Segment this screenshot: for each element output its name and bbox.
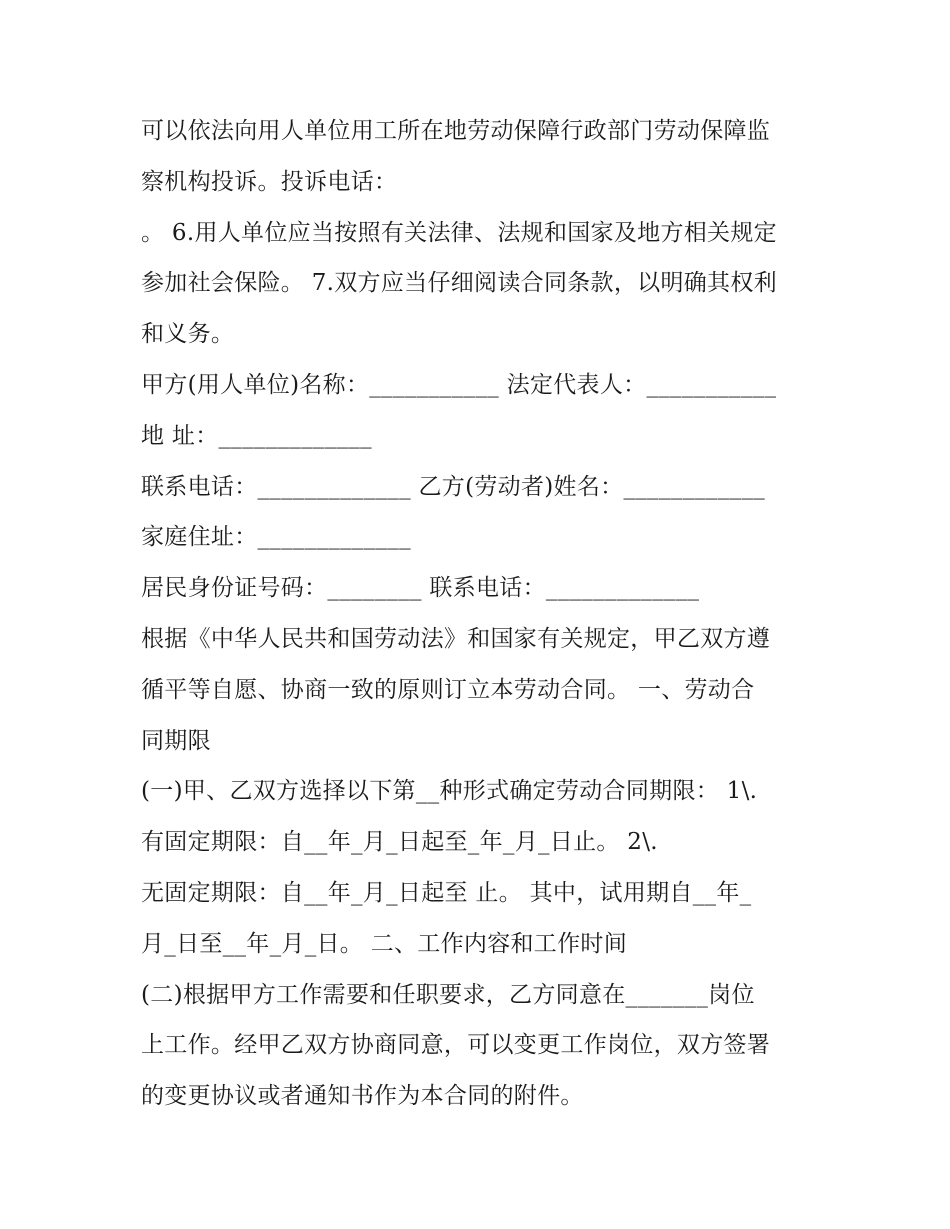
document-body <box>141 106 821 1122</box>
text-line: 和义务。 <box>141 321 235 348</box>
text-line: 可以依法向用人单位用工所在地劳动保障行政部门劳动保障监 <box>141 118 771 144</box>
text-line: 居民身份证号码：________ 联系电话：_____________ <box>141 575 700 602</box>
text-line: 联系电话：_____________ 乙方(劳动者)姓名：____________ <box>141 473 766 500</box>
text-line: 。 6.用人单位应当按照有关法律、法规和国家及地方相关规定 <box>141 219 777 246</box>
text-line: 同期限 <box>141 727 211 754</box>
text-line: 参加社会保险。 7.双方应当仔细阅读合同条款，以明确其权利 <box>141 270 777 297</box>
text-line: 地 址：_____________ <box>141 422 372 449</box>
text-line: 甲方(用人单位)名称：___________ 法定代表人：___________ <box>141 371 777 398</box>
text-line: 的变更协议或者通知书作为本合同的附件。 <box>141 1083 584 1110</box>
text-line: 无固定期限：自__年_月_日起至 止。 其中，试用期自__年_ <box>141 879 752 906</box>
text-line: 循平等自愿、协商一致的原则订立本劳动合同。 一、劳动合 <box>141 676 755 703</box>
text-line: 有固定期限：自__年_月_日起至_年_月_日止。 2\. <box>141 829 658 856</box>
text-line: 家庭住址：_____________ <box>141 524 411 551</box>
text-line: 根据《中华人民共和国劳动法》和国家有关规定，甲乙双方遵 <box>141 625 771 652</box>
text-line: 察机构投诉。投诉电话： <box>141 168 398 195</box>
text-line: 上工作。经甲乙双方协商同意，可以变更工作岗位，双方签署 <box>141 1032 771 1059</box>
text-line: 月_日至__年_月_日。 二、工作内容和工作时间 <box>141 930 628 957</box>
text-line: (二)根据甲方工作需要和任职要求，乙方同意在_______岗位 <box>141 981 755 1008</box>
text-line: (一)甲、乙双方选择以下第__种形式确定劳动合同期限： 1\. <box>141 778 758 805</box>
